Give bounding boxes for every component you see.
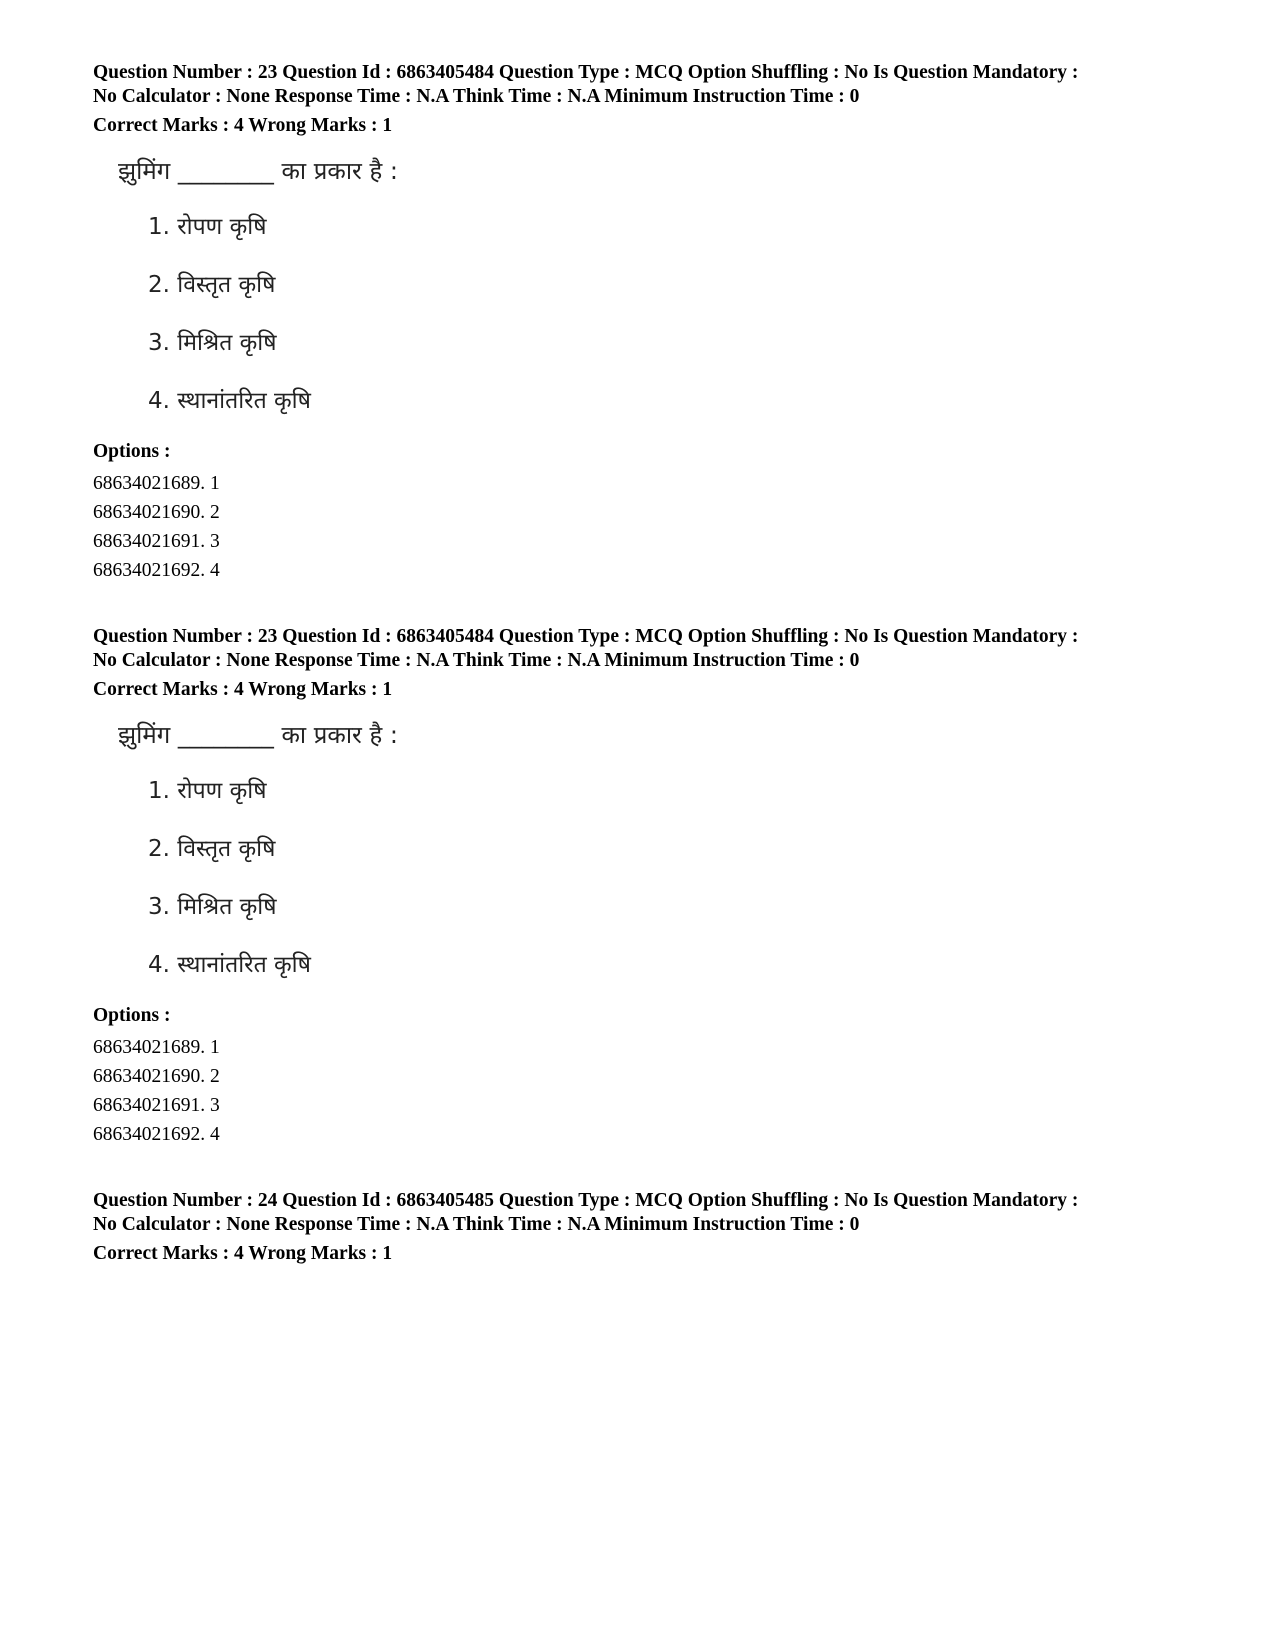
- question-meta-line-2: No Calculator : None Response Time : N.A Think Time : N.A Minimum Instruction Time : 0: [93, 1214, 860, 1235]
- options-heading: Options :: [93, 1005, 171, 1026]
- question-image: [118, 156, 538, 416]
- question-meta-line-2: No Calculator : None Response Time : N.A Think Time : N.A Minimum Instruction Time : 0: [93, 86, 860, 107]
- option-row-2: 68634021690. 2: [93, 1066, 220, 1087]
- question-stem: झुमिंग ________ का प्रकार है :: [118, 157, 398, 185]
- choice-item-2: 2. विस्तृत कृषि: [148, 272, 276, 298]
- option-row-1: 68634021689. 1: [93, 1037, 220, 1058]
- question-stem: झुमिंग ________ का प्रकार है :: [118, 721, 398, 749]
- question-meta-line-2: No Calculator : None Response Time : N.A Think Time : N.A Minimum Instruction Time : 0: [93, 650, 860, 671]
- question-block-3: [93, 1189, 1213, 1266]
- option-row-2: 68634021690. 2: [93, 502, 220, 523]
- question-marks: Correct Marks : 4 Wrong Marks : 1: [93, 679, 393, 700]
- choice-item-2: 2. विस्तृत कृषि: [148, 836, 276, 862]
- question-block-2: [93, 625, 1213, 1149]
- option-row-3: 68634021691. 3: [93, 1095, 220, 1116]
- question-meta-line-1: Question Number : 24 Question Id : 6863405485 Question Type : MCQ Option Shuffling : No Is Question Mandatory :: [93, 1190, 1079, 1211]
- question-meta-line-1: Question Number : 23 Question Id : 6863405484 Question Type : MCQ Option Shuffling : No Is Question Mandatory :: [93, 626, 1079, 647]
- choice-list: [118, 212, 538, 416]
- choice-item-4: 4. स्थानांतरित कृषि: [148, 952, 311, 978]
- option-row-4: 68634021692. 4: [93, 1124, 220, 1145]
- option-row-3: 68634021691. 3: [93, 531, 220, 552]
- option-row-1: 68634021689. 1: [93, 473, 220, 494]
- choice-item-4: 4. स्थानांतरित कृषि: [148, 388, 311, 414]
- question-marks: Correct Marks : 4 Wrong Marks : 1: [93, 115, 393, 136]
- options-heading: Options :: [93, 441, 171, 462]
- choice-item-3: 3. मिश्रित कृषि: [148, 330, 277, 356]
- option-row-4: 68634021692. 4: [93, 560, 220, 581]
- choice-list: [118, 776, 538, 980]
- choice-item-1: 1. रोपण कृषि: [148, 778, 267, 804]
- question-image: [118, 720, 538, 980]
- choice-item-1: 1. रोपण कृषि: [148, 214, 267, 240]
- question-block-1: [93, 61, 1213, 585]
- question-meta-line-1: Question Number : 23 Question Id : 6863405484 Question Type : MCQ Option Shuffling : No Is Question Mandatory :: [93, 62, 1079, 83]
- question-marks: Correct Marks : 4 Wrong Marks : 1: [93, 1243, 393, 1264]
- choice-item-3: 3. मिश्रित कृषि: [148, 894, 277, 920]
